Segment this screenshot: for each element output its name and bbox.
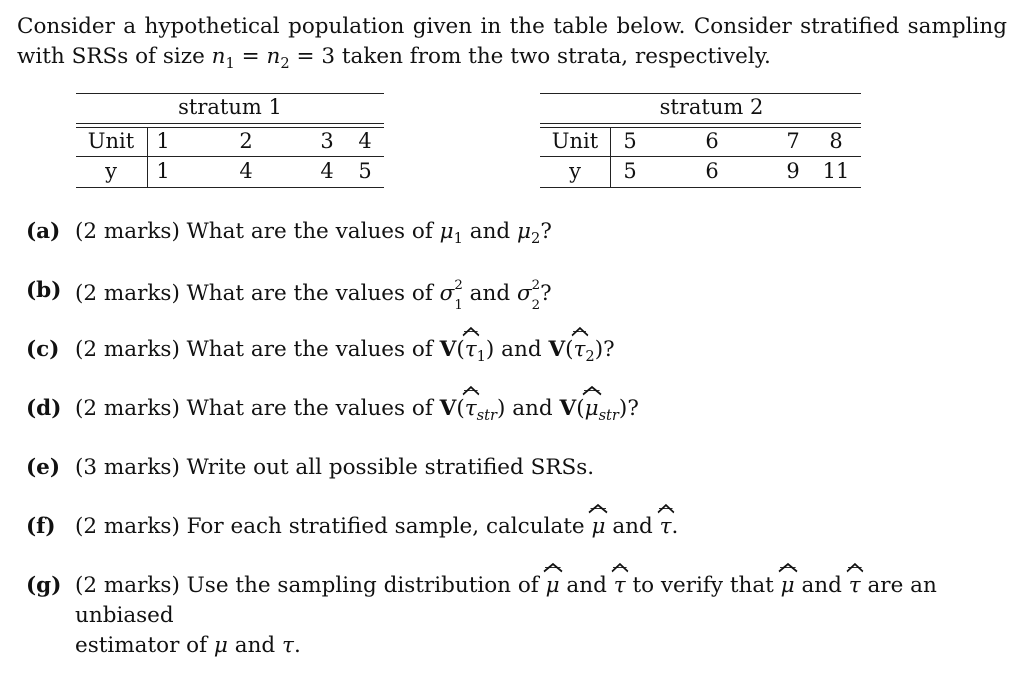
question-end: . xyxy=(293,633,301,658)
question-g-text-3: are an unbiased xyxy=(75,573,937,628)
unit-cell: 2 xyxy=(239,129,253,153)
question-text xyxy=(75,571,985,661)
unit-cell: 3 xyxy=(320,129,334,153)
question-text xyxy=(75,512,985,542)
mu-symbol: μ xyxy=(545,573,560,598)
n2-symbol: n xyxy=(266,44,281,69)
and-word: and xyxy=(234,633,276,658)
intro-paragraph xyxy=(17,12,1007,72)
intro-line-1: Consider a hypothetical population given in the table below. Consider stratified sampling xyxy=(17,14,1007,39)
table-mid-rule xyxy=(76,127,384,128)
paren: ( xyxy=(456,396,465,421)
subscript: 2 xyxy=(531,298,541,314)
hat-accent xyxy=(779,563,797,572)
subscript-str: str xyxy=(598,407,619,425)
sub-sup xyxy=(532,276,540,317)
variance-operator: V xyxy=(439,337,457,362)
and-word: and xyxy=(566,573,607,598)
mu-symbol: μ xyxy=(780,573,795,598)
unit-cell: 5 xyxy=(623,129,637,153)
mu-symbol: μ xyxy=(439,219,454,244)
table-bottom-rule xyxy=(540,187,861,188)
subscript: 1 xyxy=(454,298,463,314)
tau-symbol: τ xyxy=(464,396,477,421)
unit-cell: 1 xyxy=(156,129,170,153)
mu-symbol: μ xyxy=(584,396,599,421)
question-f-text: (2 marks) For each stratified sample, calculate xyxy=(75,514,585,539)
and-word: and xyxy=(612,514,653,539)
question-text xyxy=(75,394,985,424)
y-cell: 4 xyxy=(239,159,253,183)
stratum-1-title: stratum 1 xyxy=(178,95,282,119)
question-text xyxy=(75,335,985,365)
tau-symbol: τ xyxy=(613,573,626,598)
question-label: (b) xyxy=(26,278,62,303)
sigma-symbol: σ xyxy=(439,280,455,306)
variance-operator: V xyxy=(439,396,457,421)
mu-hat-symbol xyxy=(591,512,605,542)
question-g-line-2: estimator of xyxy=(75,633,208,658)
subscript: 2 xyxy=(531,230,541,248)
unit-cell: 7 xyxy=(786,129,800,153)
paren: ) xyxy=(594,337,604,362)
hat-accent xyxy=(572,327,588,336)
mu-symbol: μ xyxy=(591,514,606,539)
question-label: (a) xyxy=(26,219,61,244)
question-d-text: (2 marks) What are the values of xyxy=(75,396,433,421)
y-cell: 4 xyxy=(320,159,334,183)
mu-symbol: μ xyxy=(213,633,228,658)
question-label: (d) xyxy=(26,396,62,421)
table-divider xyxy=(610,127,611,187)
question-b-text: (2 marks) What are the values of xyxy=(75,280,433,306)
paren: ( xyxy=(576,396,585,421)
hat-accent xyxy=(847,563,863,572)
question-a-text: (2 marks) What are the values of xyxy=(75,219,433,244)
subscript: 1 xyxy=(453,230,463,248)
table-mid-rule xyxy=(540,127,861,128)
question-text xyxy=(75,276,985,317)
paren: ) xyxy=(496,396,506,421)
table-mid-rule xyxy=(540,123,861,124)
variance-operator: V xyxy=(559,396,577,421)
question-label: (e) xyxy=(26,455,61,480)
stratum-2-title: stratum 2 xyxy=(659,95,764,119)
table-mid-rule xyxy=(76,123,384,124)
y-label: y xyxy=(569,159,581,183)
question-end: ? xyxy=(603,337,615,362)
tau-symbol: τ xyxy=(464,337,477,362)
unit-label: Unit xyxy=(551,129,599,153)
question-end: ? xyxy=(627,396,639,421)
sigma-symbol: σ xyxy=(516,280,532,306)
and-word: and xyxy=(801,573,842,598)
table-top-rule xyxy=(76,93,384,94)
hat-accent xyxy=(463,327,479,336)
mu-symbol: μ xyxy=(517,219,532,244)
paren: ) xyxy=(485,337,495,362)
y-cell: 9 xyxy=(786,159,800,183)
paren: ( xyxy=(456,337,465,362)
sub-sup xyxy=(454,276,462,317)
question-label: (f) xyxy=(26,514,56,539)
variance-operator: V xyxy=(548,337,566,362)
mu-hat-symbol xyxy=(781,571,795,601)
tau-hat-symbol xyxy=(614,571,626,601)
subscript-str: str xyxy=(476,407,497,425)
hat-accent xyxy=(583,386,601,395)
subscript: 2 xyxy=(585,348,595,366)
tau-hat-symbol xyxy=(465,394,477,424)
y-cell: 1 xyxy=(156,159,170,183)
hat-accent xyxy=(544,563,562,572)
intro-line-2 xyxy=(17,42,1007,72)
question-c-text: (2 marks) What are the values of xyxy=(75,337,433,362)
mu-hat-symbol xyxy=(585,394,599,424)
mu-hat-symbol xyxy=(546,571,560,601)
question-label: (c) xyxy=(26,337,60,362)
question-end: ? xyxy=(540,219,552,244)
subscript: 1 xyxy=(476,348,486,366)
y-cell: 5 xyxy=(623,159,637,183)
table-row-rule xyxy=(76,156,384,157)
n1-symbol: n xyxy=(211,44,226,69)
y-cell: 5 xyxy=(358,159,372,183)
tau-hat-symbol xyxy=(465,335,477,365)
tau-hat-symbol xyxy=(574,335,586,365)
table-divider xyxy=(147,127,148,187)
table-top-rule xyxy=(540,93,861,94)
paren: ) xyxy=(618,396,628,421)
y-label: y xyxy=(105,159,117,183)
y-cell: 11 xyxy=(822,159,850,183)
and-word: and xyxy=(469,280,511,306)
tau-hat-symbol xyxy=(849,571,861,601)
superscript: 2 xyxy=(531,278,541,293)
question-g-text-2: to verify that xyxy=(632,573,774,598)
stratum-2-table xyxy=(540,90,861,190)
intro-line-2-prefix: with SRSs of size xyxy=(17,44,205,69)
hat-accent xyxy=(612,563,628,572)
intro-line-2-suffix: taken from the two strata, respectively. xyxy=(341,44,771,69)
table-row-rule xyxy=(540,156,861,157)
tau-symbol: τ xyxy=(848,573,861,598)
hat-accent xyxy=(658,504,674,513)
stratum-1-table xyxy=(76,90,384,190)
tau-hat-symbol xyxy=(660,512,672,542)
unit-label: Unit xyxy=(87,129,135,153)
question-text: (3 marks) Write out all possible stratified SRSs. xyxy=(75,455,595,480)
unit-cell: 8 xyxy=(829,129,843,153)
question-text xyxy=(75,217,985,247)
unit-cell: 6 xyxy=(705,129,719,153)
hat-accent xyxy=(589,504,607,513)
and-word: and xyxy=(501,337,542,362)
paren: ( xyxy=(565,337,574,362)
superscript: 2 xyxy=(454,278,463,293)
equals-2: = 3 xyxy=(296,44,336,69)
question-g-text-1: (2 marks) Use the sampling distribution of xyxy=(75,573,539,598)
table-bottom-rule xyxy=(76,187,384,188)
y-cell: 6 xyxy=(705,159,719,183)
question-end: ? xyxy=(540,280,552,306)
equals-1: = xyxy=(241,44,260,69)
question-label: (g) xyxy=(26,573,62,598)
n1-subscript: 1 xyxy=(225,55,235,73)
and-word: and xyxy=(469,219,511,244)
n2-subscript: 2 xyxy=(280,55,290,73)
tau-symbol: τ xyxy=(282,633,294,658)
and-word: and xyxy=(512,396,553,421)
unit-cell: 4 xyxy=(358,129,372,153)
tau-symbol: τ xyxy=(573,337,586,362)
hat-accent xyxy=(463,386,479,395)
tau-symbol: τ xyxy=(659,514,672,539)
question-end: . xyxy=(671,514,679,539)
